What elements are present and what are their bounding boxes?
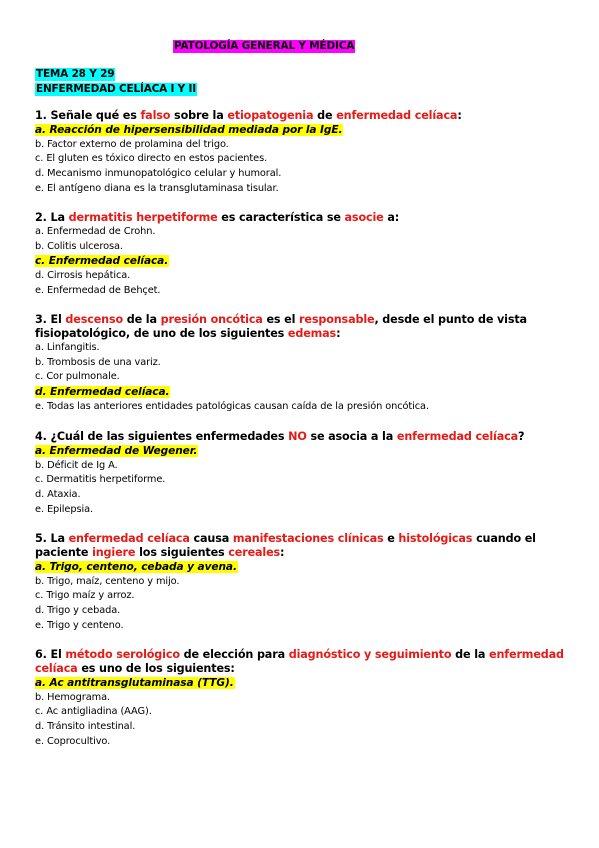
stem-text: : (336, 327, 341, 340)
stem-text: e (383, 532, 399, 545)
stem-text: 4. ¿Cuál de las siguientes enfermedades (35, 430, 289, 443)
option-text: b. Déficit de Ig A. (35, 459, 118, 471)
answer-options (35, 560, 565, 634)
option-text: c. Enfermedad celíaca. (35, 255, 169, 268)
answer-option (35, 269, 565, 284)
highlighted-term: presión oncótica (160, 313, 263, 326)
option-text: c. Cor pulmonale. (35, 371, 120, 383)
stem-text: : (457, 109, 462, 122)
highlighted-term: diagnóstico y seguimiento (288, 648, 452, 661)
option-text: b. Trigo, maíz, centeno y mijo. (35, 575, 180, 587)
highlighted-term: edemas (287, 327, 337, 340)
highlighted-term: histológicas (398, 532, 473, 545)
highlighted-term: responsable (299, 313, 375, 326)
option-text: d. Trigo y cebada. (35, 605, 121, 617)
highlighted-term: enfermedad celíaca (35, 648, 564, 675)
correct-answer-option (35, 254, 565, 269)
answer-option (35, 459, 565, 474)
topic-number: TEMA 28 Y 29 (36, 68, 115, 80)
option-text: c. Dermatitis herpetiforme. (35, 474, 166, 486)
question-stem (35, 109, 565, 123)
correct-answer-option (35, 444, 565, 459)
option-text: c. Ac antigliadina (AAG). (35, 706, 152, 718)
option-text: a. Trigo, centeno, cebada y avena. (35, 561, 237, 573)
option-text: b. Factor externo de prolamina del trigo. (35, 138, 229, 150)
option-text: e. Epilepsia. (35, 503, 93, 515)
answer-option (35, 575, 565, 590)
option-text: c. Trigo maíz y arroz. (35, 590, 135, 602)
answer-option (35, 705, 565, 720)
answer-option (35, 735, 565, 750)
highlighted-term: NO (288, 430, 307, 443)
highlighted-term: descenso (65, 313, 123, 326)
stem-text: es característica se (217, 211, 345, 224)
stem-text: es uno de los siguientes: (77, 662, 235, 675)
stem-text: cuando el paciente (35, 532, 536, 559)
answer-option (35, 720, 565, 735)
answer-option (35, 691, 565, 706)
answer-option (35, 473, 565, 488)
answer-option (35, 182, 565, 197)
option-text: e. Trigo y centeno. (35, 619, 124, 631)
correct-answer-option (35, 676, 565, 691)
option-text: c. El gluten es tóxico directo en estos pacientes. (35, 153, 268, 165)
answer-option (35, 138, 565, 153)
highlighted-term: falso (140, 109, 171, 122)
answer-option (35, 356, 565, 371)
option-text: b. Colitis ulcerosa. (35, 240, 123, 252)
answer-option (35, 240, 565, 255)
stem-text: 3. El (35, 313, 66, 326)
answer-option (35, 619, 565, 634)
option-text: a. Enfermedad de Crohn. (35, 226, 156, 237)
stem-text: 2. La (35, 211, 69, 224)
answer-option (35, 370, 565, 385)
answer-option (35, 400, 565, 415)
topic-name: ENFERMEDAD CELÍACA I Y II (36, 83, 196, 95)
stem-text: se asocia a la (306, 430, 397, 443)
correct-answer-option (35, 385, 565, 400)
answer-options (35, 123, 565, 197)
question-stem (35, 532, 565, 560)
answer-option (35, 503, 565, 518)
option-text: b. Trombosis de una variz. (35, 356, 161, 368)
answer-options (35, 444, 565, 518)
option-text: d. Mecanismo inmunopatológico celular y humoral. (35, 168, 282, 180)
answer-option (35, 152, 565, 167)
stem-text: de (313, 109, 337, 122)
highlighted-term: enfermedad celíaca (68, 532, 190, 545)
answer-option (35, 589, 565, 604)
stem-text: de la (451, 648, 490, 661)
option-text: e. Enfermedad de Behçet. (35, 284, 161, 296)
stem-text: es el (262, 313, 300, 326)
question-stem (35, 648, 565, 676)
answer-option (35, 167, 565, 182)
highlighted-term: asocie (344, 211, 384, 224)
question-stem (35, 430, 565, 444)
question-3 (35, 313, 565, 415)
option-text: e. Coprocultivo. (35, 735, 111, 747)
stem-text: 6. El (35, 648, 66, 661)
question-stem (35, 211, 565, 225)
stem-text: 5. La (35, 532, 69, 545)
stem-text: de la (123, 313, 161, 326)
highlighted-term: cereales (228, 546, 281, 559)
stem-text: de elección para (179, 648, 289, 661)
stem-text: los siguientes (135, 546, 229, 559)
highlighted-term: etiopatogenia (227, 109, 314, 122)
option-text: e. Todas las anteriores entidades patológicas causan caída de la presión oncótica. (35, 400, 429, 412)
correct-answer-option (35, 123, 565, 138)
answer-option (35, 225, 565, 240)
correct-answer-option (35, 560, 565, 575)
option-text: b. Hemograma. (35, 691, 110, 703)
stem-text: : (280, 546, 285, 559)
answer-option (35, 488, 565, 503)
stem-text: causa (189, 532, 233, 545)
option-text: a. Enfermedad de Wegener. (35, 445, 198, 457)
option-text: d. Tránsito intestinal. (35, 721, 136, 733)
stem-text: a: (383, 211, 400, 224)
highlighted-term: enfermedad celíaca (396, 430, 519, 443)
highlighted-term: dermatitis herpetiforme (68, 211, 218, 224)
question-2 (35, 211, 565, 299)
question-1 (35, 109, 565, 197)
answer-options (35, 225, 565, 299)
option-text: a. Linfangitis. (35, 342, 100, 353)
question-5 (35, 532, 565, 634)
question-stem (35, 313, 565, 341)
question-4 (35, 430, 565, 518)
option-text: d. Cirrosis hepática. (35, 270, 131, 282)
option-text: d. Enfermedad celíaca. (35, 386, 170, 399)
answer-option (35, 604, 565, 619)
option-text: e. El antígeno diana es la transglutaminasa tisular. (35, 182, 279, 194)
stem-text: sobre la (170, 109, 228, 122)
highlighted-term: ingiere (92, 546, 136, 559)
stem-text: , desde el punto de vista fisiopatológico, de uno de los siguientes (35, 313, 527, 340)
question-6 (35, 648, 565, 750)
document-title: PATOLOGÍA GENERAL Y MÉDICA (174, 40, 355, 52)
option-text: a. Ac antitransglutaminasa (TTG). (35, 677, 234, 689)
option-text: d. Ataxia. (35, 489, 81, 501)
answer-options (35, 341, 565, 415)
stem-text: 1. Señale qué es (35, 109, 141, 122)
answer-option (35, 341, 565, 356)
option-text: a. Reacción de hipersensibilidad mediada por la IgE. (35, 124, 343, 136)
answer-options (35, 676, 565, 750)
highlighted-term: enfermedad celíaca (336, 109, 458, 122)
highlighted-term: método serológico (65, 648, 180, 661)
stem-text: ? (518, 430, 525, 443)
highlighted-term: manifestaciones clínicas (232, 532, 384, 545)
answer-option (35, 284, 565, 299)
